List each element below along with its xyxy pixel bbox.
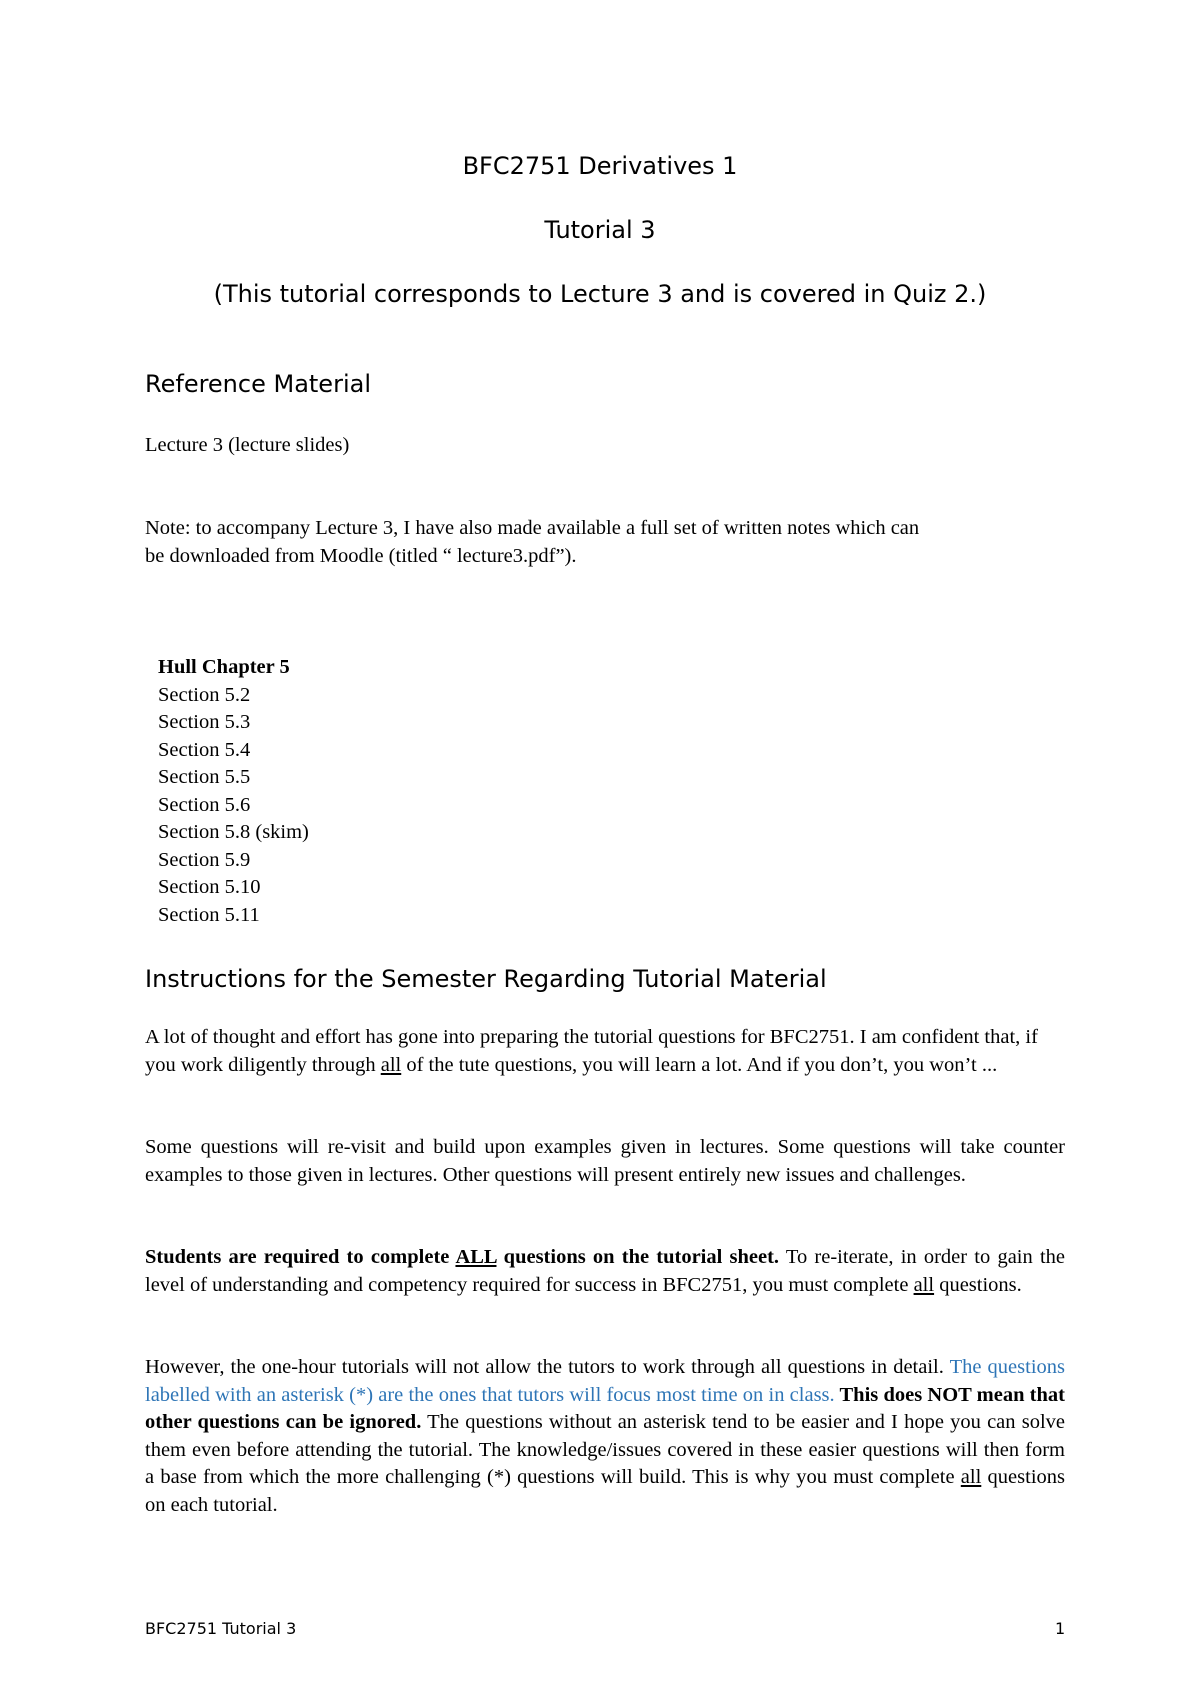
instructions-heading: Instructions for the Semester Regarding Tutorial Material [145, 965, 827, 993]
page-number: 1 [1055, 1619, 1066, 1638]
list-item: Section 5.2 [158, 683, 251, 706]
list-item: Section 5.4 [158, 738, 251, 761]
instructions-paragraph-2: Some questions will re-visit and build upon examples given in lectures. Some questions will take counter examples to those given in lectures. Other questions will present entirely new issues and challenges. [145, 1136, 1065, 1186]
paragraph-text: The questions without an asterisk tend to be easier and I hope you can solve them even before attending the tutorial. The knowledge/issues covered in these easier questions will then form a base from which the more challenging (*) questions will build. This is why you must complete [145, 1411, 1065, 1488]
bold-requirement [145, 1246, 779, 1268]
footer-label: BFC2751 Tutorial 3 [145, 1619, 297, 1638]
reference-note-line-1: Note: to accompany Lecture 3, I have also made available a full set of written notes which can [145, 517, 920, 539]
hull-sections-list [158, 654, 309, 929]
instructions-paragraph-1 [145, 1024, 1065, 1079]
reference-heading: Reference Material [145, 370, 371, 398]
list-item: Section 5.8 (skim) [158, 821, 309, 843]
paragraph-text: questions. [934, 1273, 1022, 1296]
asterisk-note: The questions labelled with an asterisk (*) are the ones that tutors will focus most time on in class. [145, 1356, 1065, 1406]
underlined-all: all [913, 1273, 935, 1296]
bold-text: questions on the tutorial sheet. [496, 1246, 780, 1268]
list-item: Section 5.3 [158, 711, 251, 733]
list-item: Section 5.11 [158, 903, 260, 926]
tutorial-subtitle: (This tutorial corresponds to Lecture 3 and is covered in Quiz 2.) [213, 280, 987, 308]
course-title: BFC2751 Derivatives 1 [462, 152, 738, 180]
paragraph-text: questions on each tutorial. [145, 1466, 1065, 1516]
tutorial-title: Tutorial 3 [544, 216, 656, 244]
list-item: Section 5.9 [158, 848, 251, 871]
instructions-paragraph-4 [145, 1354, 1065, 1519]
list-item: Section 5.6 [158, 793, 251, 816]
paragraph-text: However, the one-hour tutorials will not allow the tutors to work through all questions in detail. [145, 1356, 950, 1378]
reference-lecture-line: Lecture 3 (lecture slides) [145, 434, 350, 456]
paragraph-text: To re-iterate, in order to gain the level of understanding and competency required for success in BFC2751, you must complete [145, 1246, 1065, 1296]
list-item: Section 5.10 [158, 876, 261, 898]
reference-note-line-2: be downloaded from Moodle (titled “ lecture3.pdf”). [145, 545, 577, 567]
underlined-all: all [380, 1053, 402, 1076]
bold-warning: This does NOT mean that other questions can be ignored. [145, 1383, 1065, 1433]
underlined-all-caps: ALL [455, 1246, 497, 1268]
paragraph-text: of the tute questions, you will learn a lot. And if you don’t, you won’t ... [401, 1053, 998, 1076]
list-item: Section 5.5 [158, 766, 251, 788]
underlined-all: all [960, 1466, 982, 1488]
paragraph-text: A lot of thought and effort has gone into preparing the tutorial questions for BFC2751. I am confident that, if you work diligently through [145, 1026, 1038, 1076]
hull-chapter-heading: Hull Chapter 5 [158, 656, 290, 678]
instructions-paragraph-3 [145, 1244, 1065, 1299]
bold-text: Students are required to complete [145, 1246, 456, 1268]
